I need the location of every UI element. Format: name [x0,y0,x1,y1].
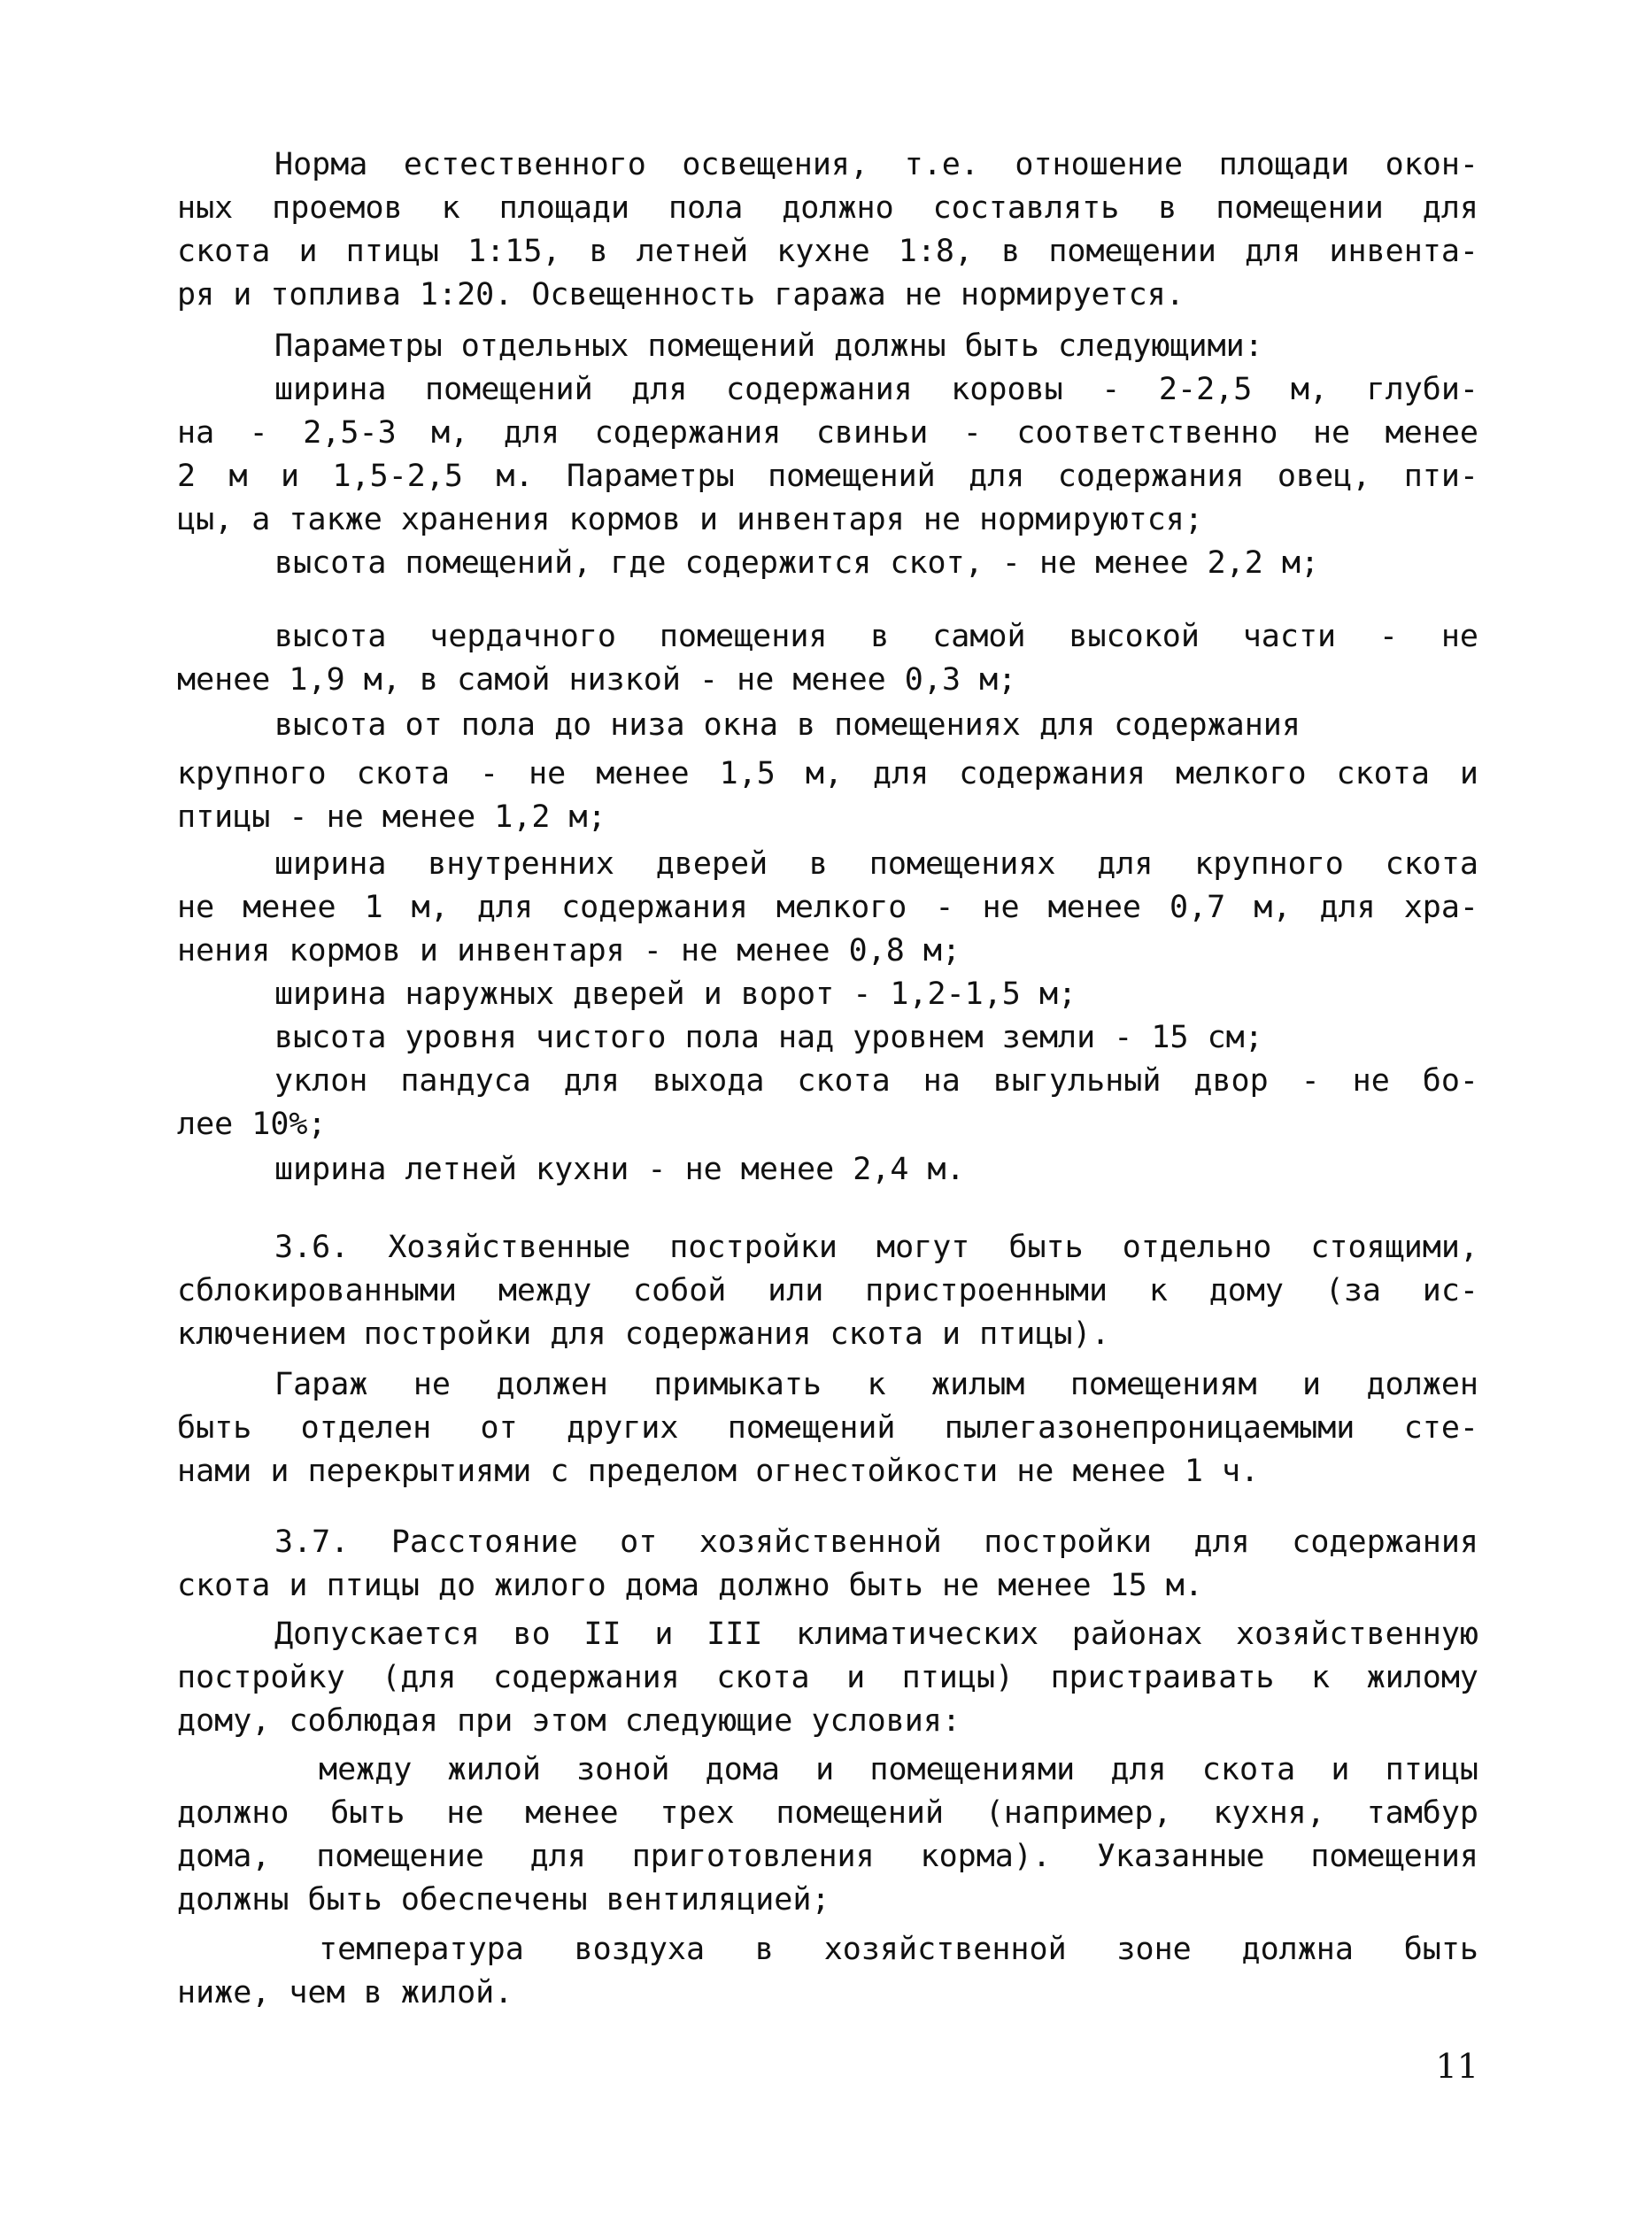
text-line: ря и топлива 1:20. Освещенность гаража не нормируется. [177,277,1185,313]
text-line: быть отделен от других помещений пылегазонепроницаемыми сте- [177,1410,1478,1446]
text-line: не менее 1 м, для содержания мелкого - не менее 0,7 м, для хра- [177,890,1478,925]
text-line: между жилой зоной дома и помещениями для скота и птицы [319,1752,1478,1787]
text-line: менее 1,9 м, в самой низкой - не менее 0,3 м; [177,662,1017,698]
text-line: Параметры отдельных помещений должны быть следующими: [274,328,1263,364]
text-line: ных проемов к площади пола должно составлять в помещении для [177,190,1478,226]
text-line: температура воздуха в хозяйственной зоне должна быть [319,1932,1478,1967]
page-number: 11 [1435,2047,1478,2086]
text-line: ключением постройки для содержания скота и птицы). [177,1316,1110,1352]
text-line: сблокированными между собой или пристроенными к дому (за ис- [177,1273,1478,1308]
text-line: скота и птицы 1:15, в летней кухне 1:8, в помещении для инвента- [177,234,1478,269]
text-line: 2 м и 1,5-2,5 м. Параметры помещений для содержания овец, пти- [177,459,1478,494]
text-line: Гараж не должен примыкать к жилым помещениям и должен [274,1367,1478,1402]
text-line: уклон пандуса для выхода скота на выгульный двор - не бо- [274,1063,1478,1099]
text-line: скота и птицы до жилого дома должно быть не менее 15 м. [177,1568,1203,1603]
text-line: дома, помещение для приготовления корма). Указанные помещения [177,1839,1478,1874]
text-line: Допускается во II и III климатических районах хозяйственную [274,1617,1478,1652]
text-line: ниже, чем в жилой. [177,1975,513,2010]
text-line: птицы - не менее 1,2 м; [177,799,606,835]
text-line: на - 2,5-3 м, для содержания свиньи - соответственно не менее [177,415,1478,451]
text-line: высота уровня чистого пола над уровнем земли - 15 см; [274,1020,1263,1055]
text-line: крупного скота - не менее 1,5 м, для содержания мелкого скота и [177,756,1478,791]
text-line: должны быть обеспечены вентиляцией; [177,1882,830,1918]
text-line: цы, а также хранения кормов и инвентаря не нормируются; [177,502,1203,537]
text-line: дому, соблюдая при этом следующие условия: [177,1703,961,1739]
text-line: постройку (для содержания скота и птицы) пристраивать к жилому [177,1660,1478,1695]
text-line: нения кормов и инвентаря - не менее 0,8 м; [177,933,961,969]
text-line: ширина наружных дверей и ворот - 1,2-1,5 м; [274,976,1077,1012]
text-line: ширина внутренних дверей в помещениях для крупного скота [274,846,1478,882]
text-line: нами и перекрытиями с пределом огнестойкости не менее 1 ч. [177,1454,1260,1489]
text-line: должно быть не менее трех помещений (например, кухня, тамбур [177,1795,1478,1831]
text-line: 3.7. Расстояние от хозяйственной постройки для содержания [274,1524,1478,1560]
text-line: ширина летней кухни - не менее 2,4 м. [274,1152,965,1187]
text-line: Норма естественного освещения, т.е. отношение площади окон- [274,147,1478,182]
text-line: 3.6. Хозяйственные постройки могут быть отдельно стоящими, [274,1230,1478,1265]
text-line: высота от пола до низа окна в помещениях для содержания [274,707,1301,743]
text-line: лее 10%; [177,1107,327,1142]
text-line: высота помещений, где содержится скот, - не менее 2,2 м; [274,545,1320,581]
text-line: высота чердачного помещения в самой высокой части - не [274,619,1478,654]
text-line: ширина помещений для содержания коровы - 2-2,5 м, глуби- [274,372,1478,407]
